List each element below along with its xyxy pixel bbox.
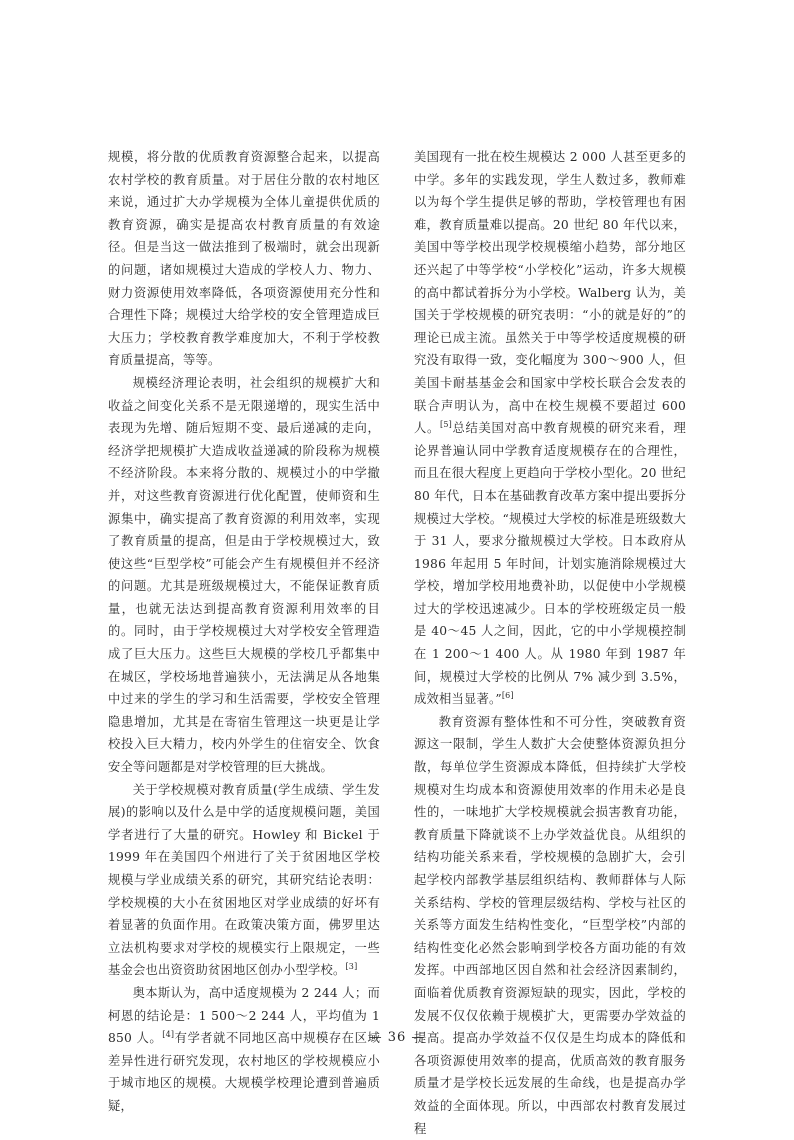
paragraph-2: 规模经济理论表明，社会组织的规模扩大和收益之间变化关系不是无限递增的，现实生活中表现为先增、随后短期不变、最后递减的走向，经济学把规模扩大造成收益递减的阶段称为规模不经济阶段。本来将分散的、规模过小的中学撤并，对这些教育资源进行优化配置，使师资和生源集中，确实提高了教育资源的利用效率，实现了教育质量的提高，但是由于学校规模过大，致使这些“巨型学校”可能会产生有规模但并不经济的问题。尤其是班级规模过大，不能保证教育质量，也就无法达到提高教育资源利用效率的目的。同时，由于学校规模过大对学校安全管理造成了巨大压力。这些巨大规模的学校几乎都集中在城区，学校场地普遍狭小，无法满足从各地集中过来的学生的学习和生活需要，学校安全管理隐患增加，尤其是在寄宿生管理这一块更是让学校投入巨大精力，校内外学生的住宿安全、饮食安全等问题都是对学校管理的巨大挑战。 bbox=[108, 375, 380, 775]
paragraph-6: 教育资源有整体性和不可分性，突破教育资源这一限制，学生人数扩大会使整体资源负担分散，每单位学生资源成本降低，但持续扩大学校规模对生均成本和资源使用效率的作用未必是良性的，一味地扩大学校规模就会损害教育功能，教育质量下降就谈不上办学效益优良。从组织的结构功能关系来看，学校规模的急剧扩大，会引起学校内部教学基层组织结构、教师群体与人际关系结构、学校的管理层级结构、学校与社区的关系等方面发生结构性变化，“巨型学校”内部的结构性变化必然会影响到学校各方面功能的有效发挥。中西部地区因自然和社会经济因素制约，面临着优质教育资源短缺的现实，因此，学校的发展不仅仅依赖于规模扩大，更需要办学效益的提高。提高办学效益不仅仅是生均成本的降低和各项资源使用效率的提高，优质高效的教育服务质量才是学校长远发展的生命线，也是提高办学效益的全面体现。所以，中西部农村教育发展过程 bbox=[414, 714, 686, 1136]
paragraph-4: 奥本斯认为，高中适度规模为 2 244 人；而柯恩的结论是：1 500～2 244 人，平均值为 1 850 人。[4]有学者就不同地区高中规模存在区域差异性进行研究发现，农村地区的学校规模应小于城市地区的规模。大规模学校理论遭到普遍质疑， bbox=[108, 985, 380, 1113]
page-number: — 36 — bbox=[368, 1030, 426, 1045]
citation-3[interactable]: [3] bbox=[345, 962, 358, 972]
paragraph-1: 规模，将分散的优质教育资源整合起来，以提高农村学校的教育质量。对于居住分散的农村地区来说，通过扩大办学规模为全体儿童提供优质的教育资源，确实是提高农村教育质量的有效途径。但是当这一做法推到了极端时，就会出现新的问题，诸如规模过大造成的学校人力、物力、财力资源使用效率降低，各项资源使用充分性和合理性下降；规模过大给学校的安全管理造成巨大压力；学校教育教学难度加大，不利于学校教育质量提高，等等。 bbox=[108, 150, 380, 368]
citation-5[interactable]: [5] bbox=[440, 420, 452, 430]
left-column bbox=[108, 146, 380, 1118]
paragraph-5: 美国现有一批在校生规模达 2 000 人甚至更多的中学。多年的实践发现，学生人数过多，教师难以为每个学生提供足够的帮助，学校管理也有困难，教育质量难以提高。20 世纪 80 年代以来，美国中等学校出现学校规模缩小趋势，部分地区还兴起了中等学校“小学校化”运动，许多大规模的高中都试着拆分为小学校。Walberg 认为，美国关于学校规模的研究表明：“小的就是好的”的理论已成主流。虽然关于中等学校适度规模的研究没有取得一致，变化幅度为 300～900 人，但美国卡耐基基金会和国家中学校长联合会发表的联合声明认为，高中在校生规模不要超过 600 人。[5]总结美国对高中教育规模的研究来看，理论界普遍认同中学教育适度规模存在的合理性，而且在很大程度上更趋向于学校小型化。20 世纪 80 年代，日本在基础教育改革方案中提出要拆分规模过大学校。“规模过大学校的标准是班级数大于 31 人，要求分撤规模过大学校。日本政府从 1986 年起用 5 年时间，计划实施消除规模过大学校，增加学校用地费补助，以促使中小学规模过大的学校迅速减少。日本的学校班级定员一般是 40～45 人之间，因此，它的中小学规模控制在 1 200～1 400 人。从 1980 年到 1987 年间，规模过大学校的比例从 7% 减少到 3.5%，成效相当显著。”[6] bbox=[414, 150, 686, 707]
paragraph-3: 关于学校规模对教育质量(学生成绩、学生发展)的影响以及什么是中学的适度规模问题，美国学者进行了大量的研究。Howley 和 Bickel 于 1999 年在美国四个州进行了关于贫困地区学校规模与学业成绩关系的研究，其研究结论表明：学校规模的大小在贫困地区对学业成绩的好坏有着显著的负面作用。在政策决策方面，佛罗里达立法机构要求对学校的规模实行上限规定，一些基金会也出资资助贫困地区创办小型学校。[3] bbox=[108, 782, 380, 978]
citation-6[interactable]: [6] bbox=[501, 691, 514, 701]
citation-4[interactable]: [4] bbox=[162, 1030, 175, 1040]
right-column bbox=[414, 146, 686, 1140]
